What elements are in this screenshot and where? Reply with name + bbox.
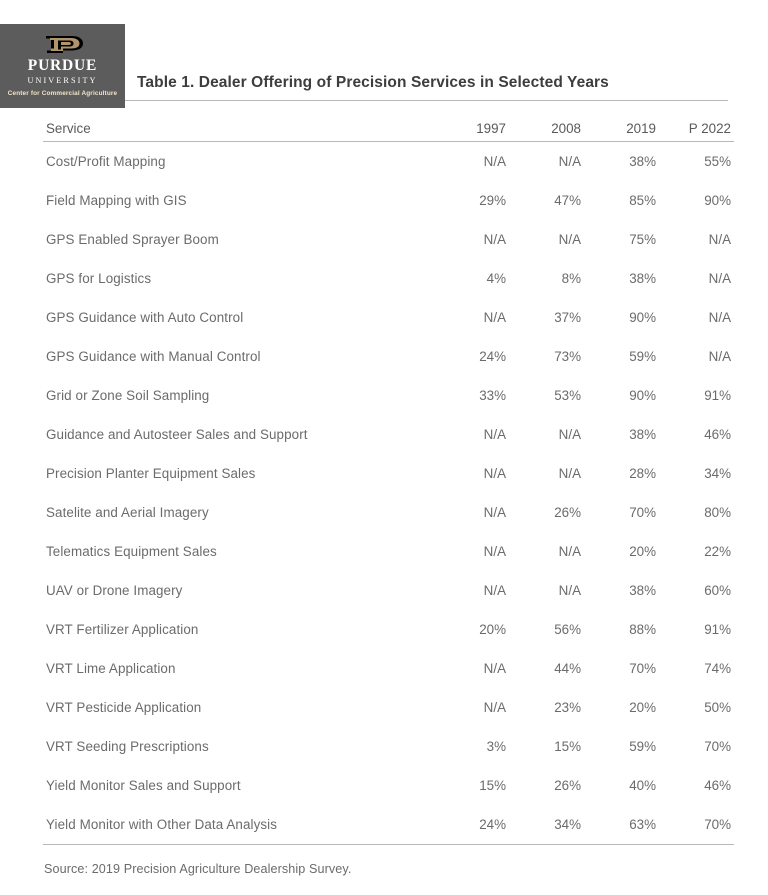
cell-1997: N/A — [483, 661, 506, 676]
cell-p-2022: 55% — [704, 154, 731, 169]
cell-2008: 26% — [554, 778, 581, 793]
cell-p-2022: N/A — [708, 271, 731, 286]
cell-2008: N/A — [558, 466, 581, 481]
cell-2008: 47% — [554, 193, 581, 208]
cell-p-2022: 46% — [704, 778, 731, 793]
purdue-university-subwordmark: UNIVERSITY — [27, 75, 98, 85]
cell-p-2022: 70% — [656, 805, 734, 845]
purdue-wordmark: PURDUE — [27, 57, 98, 74]
table-row — [43, 571, 734, 610]
cell-p-2022: 34% — [704, 466, 731, 481]
cell-2008: N/A — [558, 232, 581, 247]
cell-2019: 20% — [629, 544, 656, 559]
cell-2019: 88% — [629, 622, 656, 637]
cell-2019: 38% — [629, 271, 656, 286]
table-row — [43, 298, 734, 337]
cell-service: GPS Guidance with Auto Control — [46, 310, 244, 325]
cell-2008: 56% — [554, 622, 581, 637]
cell-1997: 29% — [479, 193, 506, 208]
cell-2008: 37% — [554, 310, 581, 325]
table-header-row — [43, 115, 734, 142]
table-row — [43, 493, 734, 532]
cell-2008: N/A — [558, 427, 581, 442]
column-header-service: Service — [43, 115, 431, 142]
cell-p-2022: N/A — [708, 349, 731, 364]
column-header-p-2022: P 2022 — [656, 115, 734, 142]
cell-1997: N/A — [483, 544, 506, 559]
cell-2008: 34% — [506, 805, 581, 845]
cell-1997: 15% — [479, 778, 506, 793]
cell-service: Telematics Equipment Sales — [46, 544, 217, 559]
cell-1997: 20% — [479, 622, 506, 637]
table-row — [43, 415, 734, 454]
table-row — [43, 532, 734, 571]
cell-service: GPS for Logistics — [46, 271, 152, 286]
cell-1997: N/A — [483, 310, 506, 325]
cell-service: Field Mapping with GIS — [46, 193, 187, 208]
cell-service: Grid or Zone Soil Sampling — [46, 388, 210, 403]
cell-service: GPS Guidance with Manual Control — [46, 349, 261, 364]
cell-service: VRT Seeding Prescriptions — [46, 739, 209, 754]
cell-2019: 20% — [629, 700, 656, 715]
table-row — [43, 337, 734, 376]
cell-2019: 38% — [629, 154, 656, 169]
purdue-logo-block — [0, 24, 125, 108]
cell-2019: 75% — [629, 232, 656, 247]
cell-p-2022: N/A — [708, 232, 731, 247]
cell-2019: 59% — [629, 739, 656, 754]
table-row — [43, 727, 734, 766]
cell-1997: N/A — [483, 232, 506, 247]
center-for-commercial-agriculture-label: Center for Commercial Agriculture — [7, 89, 118, 97]
cell-1997: N/A — [483, 427, 506, 442]
cell-1997: N/A — [483, 154, 506, 169]
cell-2008: 73% — [554, 349, 581, 364]
cell-p-2022: 70% — [704, 739, 731, 754]
cell-2019: 85% — [629, 193, 656, 208]
cell-service: Yield Monitor Sales and Support — [46, 778, 241, 793]
cell-2019: 63% — [581, 805, 656, 845]
cell-1997: N/A — [483, 466, 506, 481]
cell-2008: N/A — [558, 544, 581, 559]
cell-p-2022: 90% — [704, 193, 731, 208]
cell-2008: 8% — [561, 271, 581, 286]
cell-1997: 3% — [486, 739, 506, 754]
cell-1997: N/A — [483, 583, 506, 598]
table-header — [43, 115, 734, 142]
table-row — [43, 649, 734, 688]
title-rule-divider — [125, 100, 728, 101]
cell-p-2022: 46% — [704, 427, 731, 442]
cell-p-2022: N/A — [708, 310, 731, 325]
cell-service: VRT Lime Application — [46, 661, 176, 676]
cell-1997: N/A — [483, 700, 506, 715]
cell-p-2022: 74% — [704, 661, 731, 676]
cell-2008: 15% — [554, 739, 581, 754]
cell-2008: N/A — [558, 583, 581, 598]
cell-1997: 4% — [486, 271, 506, 286]
cell-2008: 26% — [554, 505, 581, 520]
cell-p-2022: 50% — [704, 700, 731, 715]
table-row — [43, 610, 734, 649]
cell-service: GPS Enabled Sprayer Boom — [46, 232, 219, 247]
table-title: Table 1. Dealer Offering of Precision Services in Selected Years — [137, 74, 609, 91]
column-header-1997: 1997 — [431, 115, 506, 142]
table-row — [43, 142, 734, 182]
cell-service: Satelite and Aerial Imagery — [46, 505, 209, 520]
cell-2008: N/A — [558, 154, 581, 169]
cell-service: Yield Monitor with Other Data Analysis — [43, 805, 431, 845]
precision-services-table — [43, 115, 734, 845]
cell-2019: 28% — [629, 466, 656, 481]
cell-1997: 24% — [479, 349, 506, 364]
cell-service: UAV or Drone Imagery — [46, 583, 183, 598]
table-row — [43, 376, 734, 415]
table-row — [43, 805, 734, 845]
cell-2008: 23% — [554, 700, 581, 715]
cell-2019: 70% — [629, 661, 656, 676]
cell-service: VRT Pesticide Application — [46, 700, 202, 715]
cell-service: Precision Planter Equipment Sales — [46, 466, 256, 481]
cell-1997: N/A — [483, 505, 506, 520]
cell-2008: 44% — [554, 661, 581, 676]
purdue-p-icon — [41, 33, 85, 55]
table-row — [43, 181, 734, 220]
table-row — [43, 259, 734, 298]
cell-1997: 24% — [431, 805, 506, 845]
column-header-2019: 2019 — [581, 115, 656, 142]
cell-service: Guidance and Autosteer Sales and Support — [46, 427, 308, 442]
cell-2019: 70% — [629, 505, 656, 520]
cell-2019: 90% — [629, 310, 656, 325]
table-row — [43, 766, 734, 805]
table-body — [43, 142, 734, 845]
cell-p-2022: 22% — [704, 544, 731, 559]
cell-2019: 38% — [629, 427, 656, 442]
table-row — [43, 220, 734, 259]
cell-2019: 90% — [629, 388, 656, 403]
cell-p-2022: 80% — [704, 505, 731, 520]
cell-p-2022: 91% — [704, 622, 731, 637]
cell-service: VRT Fertilizer Application — [46, 622, 199, 637]
cell-p-2022: 60% — [704, 583, 731, 598]
cell-2019: 38% — [629, 583, 656, 598]
cell-1997: 33% — [479, 388, 506, 403]
column-header-2008: 2008 — [506, 115, 581, 142]
table-row — [43, 688, 734, 727]
cell-2008: 53% — [554, 388, 581, 403]
source-note: Source: 2019 Precision Agriculture Dealership Survey. — [44, 862, 352, 876]
cell-2019: 40% — [629, 778, 656, 793]
cell-2019: 59% — [629, 349, 656, 364]
cell-service: Cost/Profit Mapping — [46, 154, 166, 169]
table-row — [43, 454, 734, 493]
cell-p-2022: 91% — [704, 388, 731, 403]
